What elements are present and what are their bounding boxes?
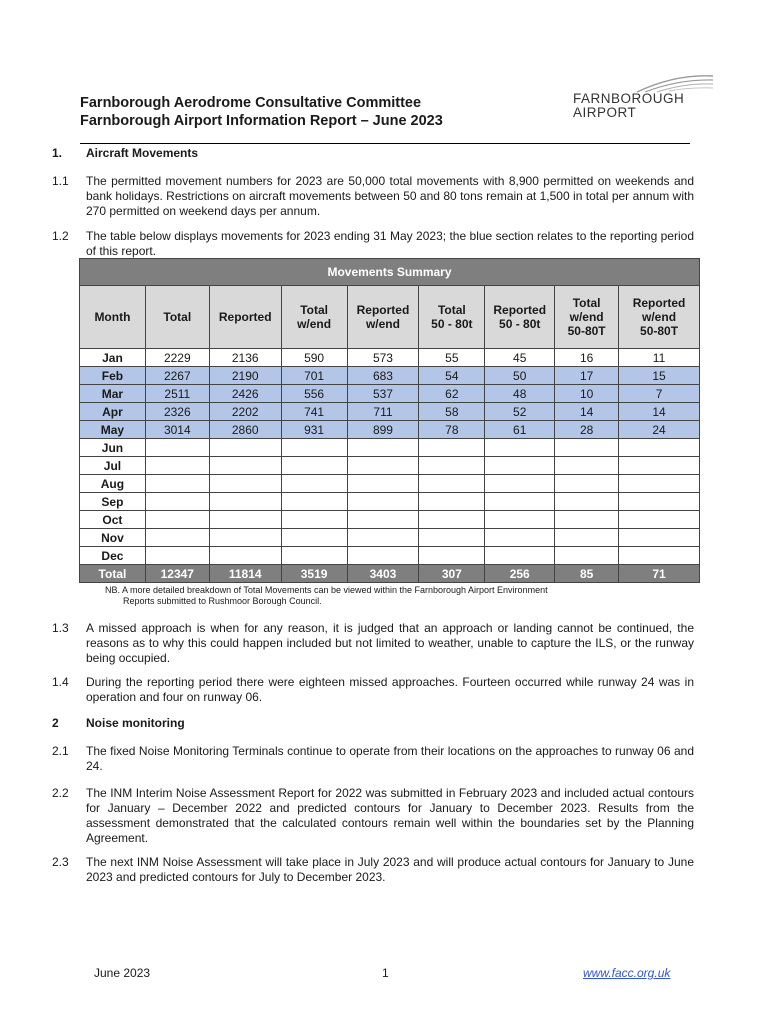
section-2-number: 2 — [52, 716, 59, 730]
totals-row — [80, 565, 700, 583]
value-cell: 7 — [619, 385, 700, 403]
column-header-line: w/end — [365, 317, 400, 331]
para-1-3-number: 1.3 — [52, 621, 69, 635]
value-cell — [145, 547, 209, 565]
month-cell: Jul — [80, 457, 146, 475]
value-cell: 55 — [419, 349, 485, 367]
value-cell — [419, 547, 485, 565]
value-cell — [619, 457, 700, 475]
value-cell: 24 — [619, 421, 700, 439]
value-cell — [209, 475, 281, 493]
value-cell — [419, 475, 485, 493]
column-header — [619, 286, 700, 349]
column-header — [209, 286, 281, 349]
total-cell: 3403 — [347, 565, 419, 583]
column-header — [80, 286, 146, 349]
month-cell: Feb — [80, 367, 146, 385]
movements-summary-table — [79, 258, 700, 583]
value-cell — [619, 511, 700, 529]
para-1-1-number: 1.1 — [52, 174, 69, 188]
value-cell: 10 — [555, 385, 619, 403]
value-cell: 2860 — [209, 421, 281, 439]
value-cell: 15 — [619, 367, 700, 385]
para-2-1-number: 2.1 — [52, 744, 69, 758]
total-cell: 71 — [619, 565, 700, 583]
value-cell — [619, 475, 700, 493]
value-cell: 45 — [485, 349, 555, 367]
value-cell — [619, 439, 700, 457]
month-cell: Jun — [80, 439, 146, 457]
column-header — [485, 286, 555, 349]
value-cell — [347, 529, 419, 547]
value-cell — [619, 529, 700, 547]
value-cell — [281, 439, 347, 457]
column-header-line: Reported — [493, 303, 547, 317]
para-2-3: The next INM Noise Assessment will take place in July 2023 and will produce actual contours for January to June 2023 and predicted contours for July to December 2023. — [86, 855, 694, 884]
total-cell: 11814 — [209, 565, 281, 583]
value-cell: 701 — [281, 367, 347, 385]
column-header-line: 50-80T — [640, 324, 679, 338]
table-row — [80, 475, 700, 493]
column-header — [555, 286, 619, 349]
value-cell: 48 — [485, 385, 555, 403]
value-cell — [485, 511, 555, 529]
month-cell: Mar — [80, 385, 146, 403]
value-cell: 3014 — [145, 421, 209, 439]
table-row — [80, 403, 700, 421]
para-1-1: The permitted movement numbers for 2023 are 50,000 total movements with 8,900 permitted on weekends and bank holidays. Restrictions on aircraft movements between 50 and 80 tons remain at 1,500 in total per annum with 270 permitted on weekend days per annum. — [86, 174, 694, 218]
value-cell — [281, 511, 347, 529]
table-note-line-1: NB. A more detailed breakdown of Total Movements can be viewed within the Farnborough Airport Environment — [105, 585, 548, 595]
value-cell — [145, 475, 209, 493]
table-row — [80, 547, 700, 565]
value-cell — [485, 439, 555, 457]
column-header — [281, 286, 347, 349]
logo-line-2: AIRPORT — [573, 105, 637, 120]
value-cell — [281, 493, 347, 511]
value-cell — [555, 511, 619, 529]
table-row — [80, 367, 700, 385]
value-cell: 683 — [347, 367, 419, 385]
value-cell: 899 — [347, 421, 419, 439]
value-cell: 711 — [347, 403, 419, 421]
table-row — [80, 493, 700, 511]
table-caption: Movements Summary — [80, 259, 700, 286]
para-2-1: The fixed Noise Monitoring Terminals continue to operate from their locations on the approaches to runway 06 and 24. — [86, 744, 694, 773]
table-row — [80, 457, 700, 475]
value-cell — [209, 457, 281, 475]
total-cell: 307 — [419, 565, 485, 583]
value-cell — [555, 529, 619, 547]
month-cell: Jan — [80, 349, 146, 367]
value-cell: 2267 — [145, 367, 209, 385]
footer-page-number: 1 — [382, 966, 389, 980]
value-cell: 931 — [281, 421, 347, 439]
value-cell — [485, 475, 555, 493]
value-cell: 28 — [555, 421, 619, 439]
farnborough-airport-logo — [573, 72, 723, 128]
value-cell — [209, 493, 281, 511]
value-cell — [555, 475, 619, 493]
month-cell: Apr — [80, 403, 146, 421]
value-cell: 62 — [419, 385, 485, 403]
column-header-line: w/end — [297, 317, 332, 331]
value-cell — [619, 547, 700, 565]
value-cell: 14 — [555, 403, 619, 421]
table-row — [80, 511, 700, 529]
value-cell — [281, 457, 347, 475]
column-header-line: 50 - 80t — [499, 317, 541, 331]
column-header — [419, 286, 485, 349]
section-1-heading: Aircraft Movements — [86, 146, 199, 160]
table-note-line-2: Reports submitted to Rushmoor Borough Council. — [123, 596, 322, 606]
column-header-line: w/end — [569, 310, 604, 324]
value-cell: 741 — [281, 403, 347, 421]
value-cell — [281, 475, 347, 493]
column-header-line: 50-80T — [567, 324, 606, 338]
table-row — [80, 439, 700, 457]
section-1-number: 1. — [52, 146, 63, 160]
value-cell — [209, 529, 281, 547]
month-cell: Oct — [80, 511, 146, 529]
para-1-4: During the reporting period there were eighteen missed approaches. Fourteen occurred while runway 24 was in operation and four on runway 06. — [86, 675, 694, 704]
para-1-4-number: 1.4 — [52, 675, 69, 689]
value-cell — [145, 511, 209, 529]
value-cell — [485, 457, 555, 475]
value-cell — [419, 511, 485, 529]
footer-website-link[interactable]: www.facc.org.uk — [583, 966, 671, 980]
para-1-2-number: 1.2 — [52, 229, 69, 243]
value-cell — [209, 439, 281, 457]
value-cell — [419, 439, 485, 457]
table-row — [80, 349, 700, 367]
column-header-line: Total — [437, 303, 466, 317]
month-cell: Sep — [80, 493, 146, 511]
value-cell: 2511 — [145, 385, 209, 403]
column-header-line: Total — [572, 296, 601, 310]
value-cell: 573 — [347, 349, 419, 367]
table-row — [80, 421, 700, 439]
footer-date: June 2023 — [94, 966, 151, 980]
value-cell — [209, 547, 281, 565]
value-cell — [347, 475, 419, 493]
value-cell: 2136 — [209, 349, 281, 367]
total-cell: 3519 — [281, 565, 347, 583]
column-header-line: Reported — [356, 303, 410, 317]
value-cell — [145, 457, 209, 475]
month-cell: Dec — [80, 547, 146, 565]
month-cell: May — [80, 421, 146, 439]
value-cell: 556 — [281, 385, 347, 403]
para-2-2: The INM Interim Noise Assessment Report for 2022 was submitted in February 2023 and included actual contours for January – December 2022 and predicted contours for January to December 2023. Results from the assessment demonstrated that the calculated contours remain well within the boundaries set by the Planning Agreement. — [86, 786, 694, 845]
document-title — [80, 94, 443, 130]
value-cell — [281, 547, 347, 565]
value-cell: 2190 — [209, 367, 281, 385]
column-header-line: Total — [300, 303, 328, 317]
title-line-1: Farnborough Aerodrome Consultative Committee — [80, 95, 422, 111]
totals-label: Total — [80, 565, 146, 583]
logo-line-1: FARNBOROUGH — [573, 91, 685, 106]
table-row — [80, 529, 700, 547]
column-header — [347, 286, 419, 349]
value-cell: 537 — [347, 385, 419, 403]
section-2-heading: Noise monitoring — [86, 716, 185, 730]
value-cell: 54 — [419, 367, 485, 385]
value-cell — [347, 511, 419, 529]
column-header-line: w/end — [642, 310, 677, 324]
value-cell — [145, 439, 209, 457]
month-cell: Nov — [80, 529, 146, 547]
total-cell: 256 — [485, 565, 555, 583]
value-cell: 58 — [419, 403, 485, 421]
value-cell — [419, 457, 485, 475]
para-2-3-number: 2.3 — [52, 855, 69, 869]
month-cell: Aug — [80, 475, 146, 493]
value-cell — [485, 493, 555, 511]
value-cell: 2426 — [209, 385, 281, 403]
column-header — [145, 286, 209, 349]
value-cell: 2326 — [145, 403, 209, 421]
value-cell — [347, 457, 419, 475]
para-1-3: A missed approach is when for any reason, it is judged that an approach or landing cannot be continued, the reasons as to why this could happen included but not limited to weather, unable to capture the ILS, or the runway being occupied. — [86, 621, 694, 665]
para-2-2-number: 2.2 — [52, 786, 69, 800]
value-cell: 2202 — [209, 403, 281, 421]
column-header-line: Total — [163, 310, 192, 324]
value-cell — [555, 493, 619, 511]
table-row — [80, 385, 700, 403]
value-cell: 14 — [619, 403, 700, 421]
column-header-line: Reported — [632, 296, 686, 310]
title-divider — [80, 143, 690, 144]
value-cell — [209, 511, 281, 529]
value-cell — [485, 529, 555, 547]
value-cell — [347, 493, 419, 511]
value-cell — [419, 493, 485, 511]
total-cell: 12347 — [145, 565, 209, 583]
value-cell: 2229 — [145, 349, 209, 367]
total-cell: 85 — [555, 565, 619, 583]
column-header-line: Reported — [218, 310, 272, 324]
value-cell — [347, 547, 419, 565]
table-note — [105, 585, 665, 607]
column-header-line: Month — [94, 310, 131, 324]
value-cell: 16 — [555, 349, 619, 367]
column-header-line: 50 - 80t — [431, 317, 473, 331]
value-cell: 50 — [485, 367, 555, 385]
value-cell: 590 — [281, 349, 347, 367]
value-cell — [555, 457, 619, 475]
value-cell: 61 — [485, 421, 555, 439]
value-cell — [555, 547, 619, 565]
value-cell — [145, 493, 209, 511]
value-cell — [485, 547, 555, 565]
value-cell — [555, 439, 619, 457]
value-cell — [347, 439, 419, 457]
value-cell: 11 — [619, 349, 700, 367]
value-cell: 17 — [555, 367, 619, 385]
title-line-2: Farnborough Airport Information Report – June 2023 — [80, 113, 443, 129]
value-cell — [281, 529, 347, 547]
value-cell — [145, 529, 209, 547]
value-cell: 52 — [485, 403, 555, 421]
para-1-2: The table below displays movements for 2023 ending 31 May 2023; the blue section relates to the reporting period of this report. — [86, 229, 694, 258]
value-cell — [419, 529, 485, 547]
value-cell: 78 — [419, 421, 485, 439]
value-cell — [619, 493, 700, 511]
